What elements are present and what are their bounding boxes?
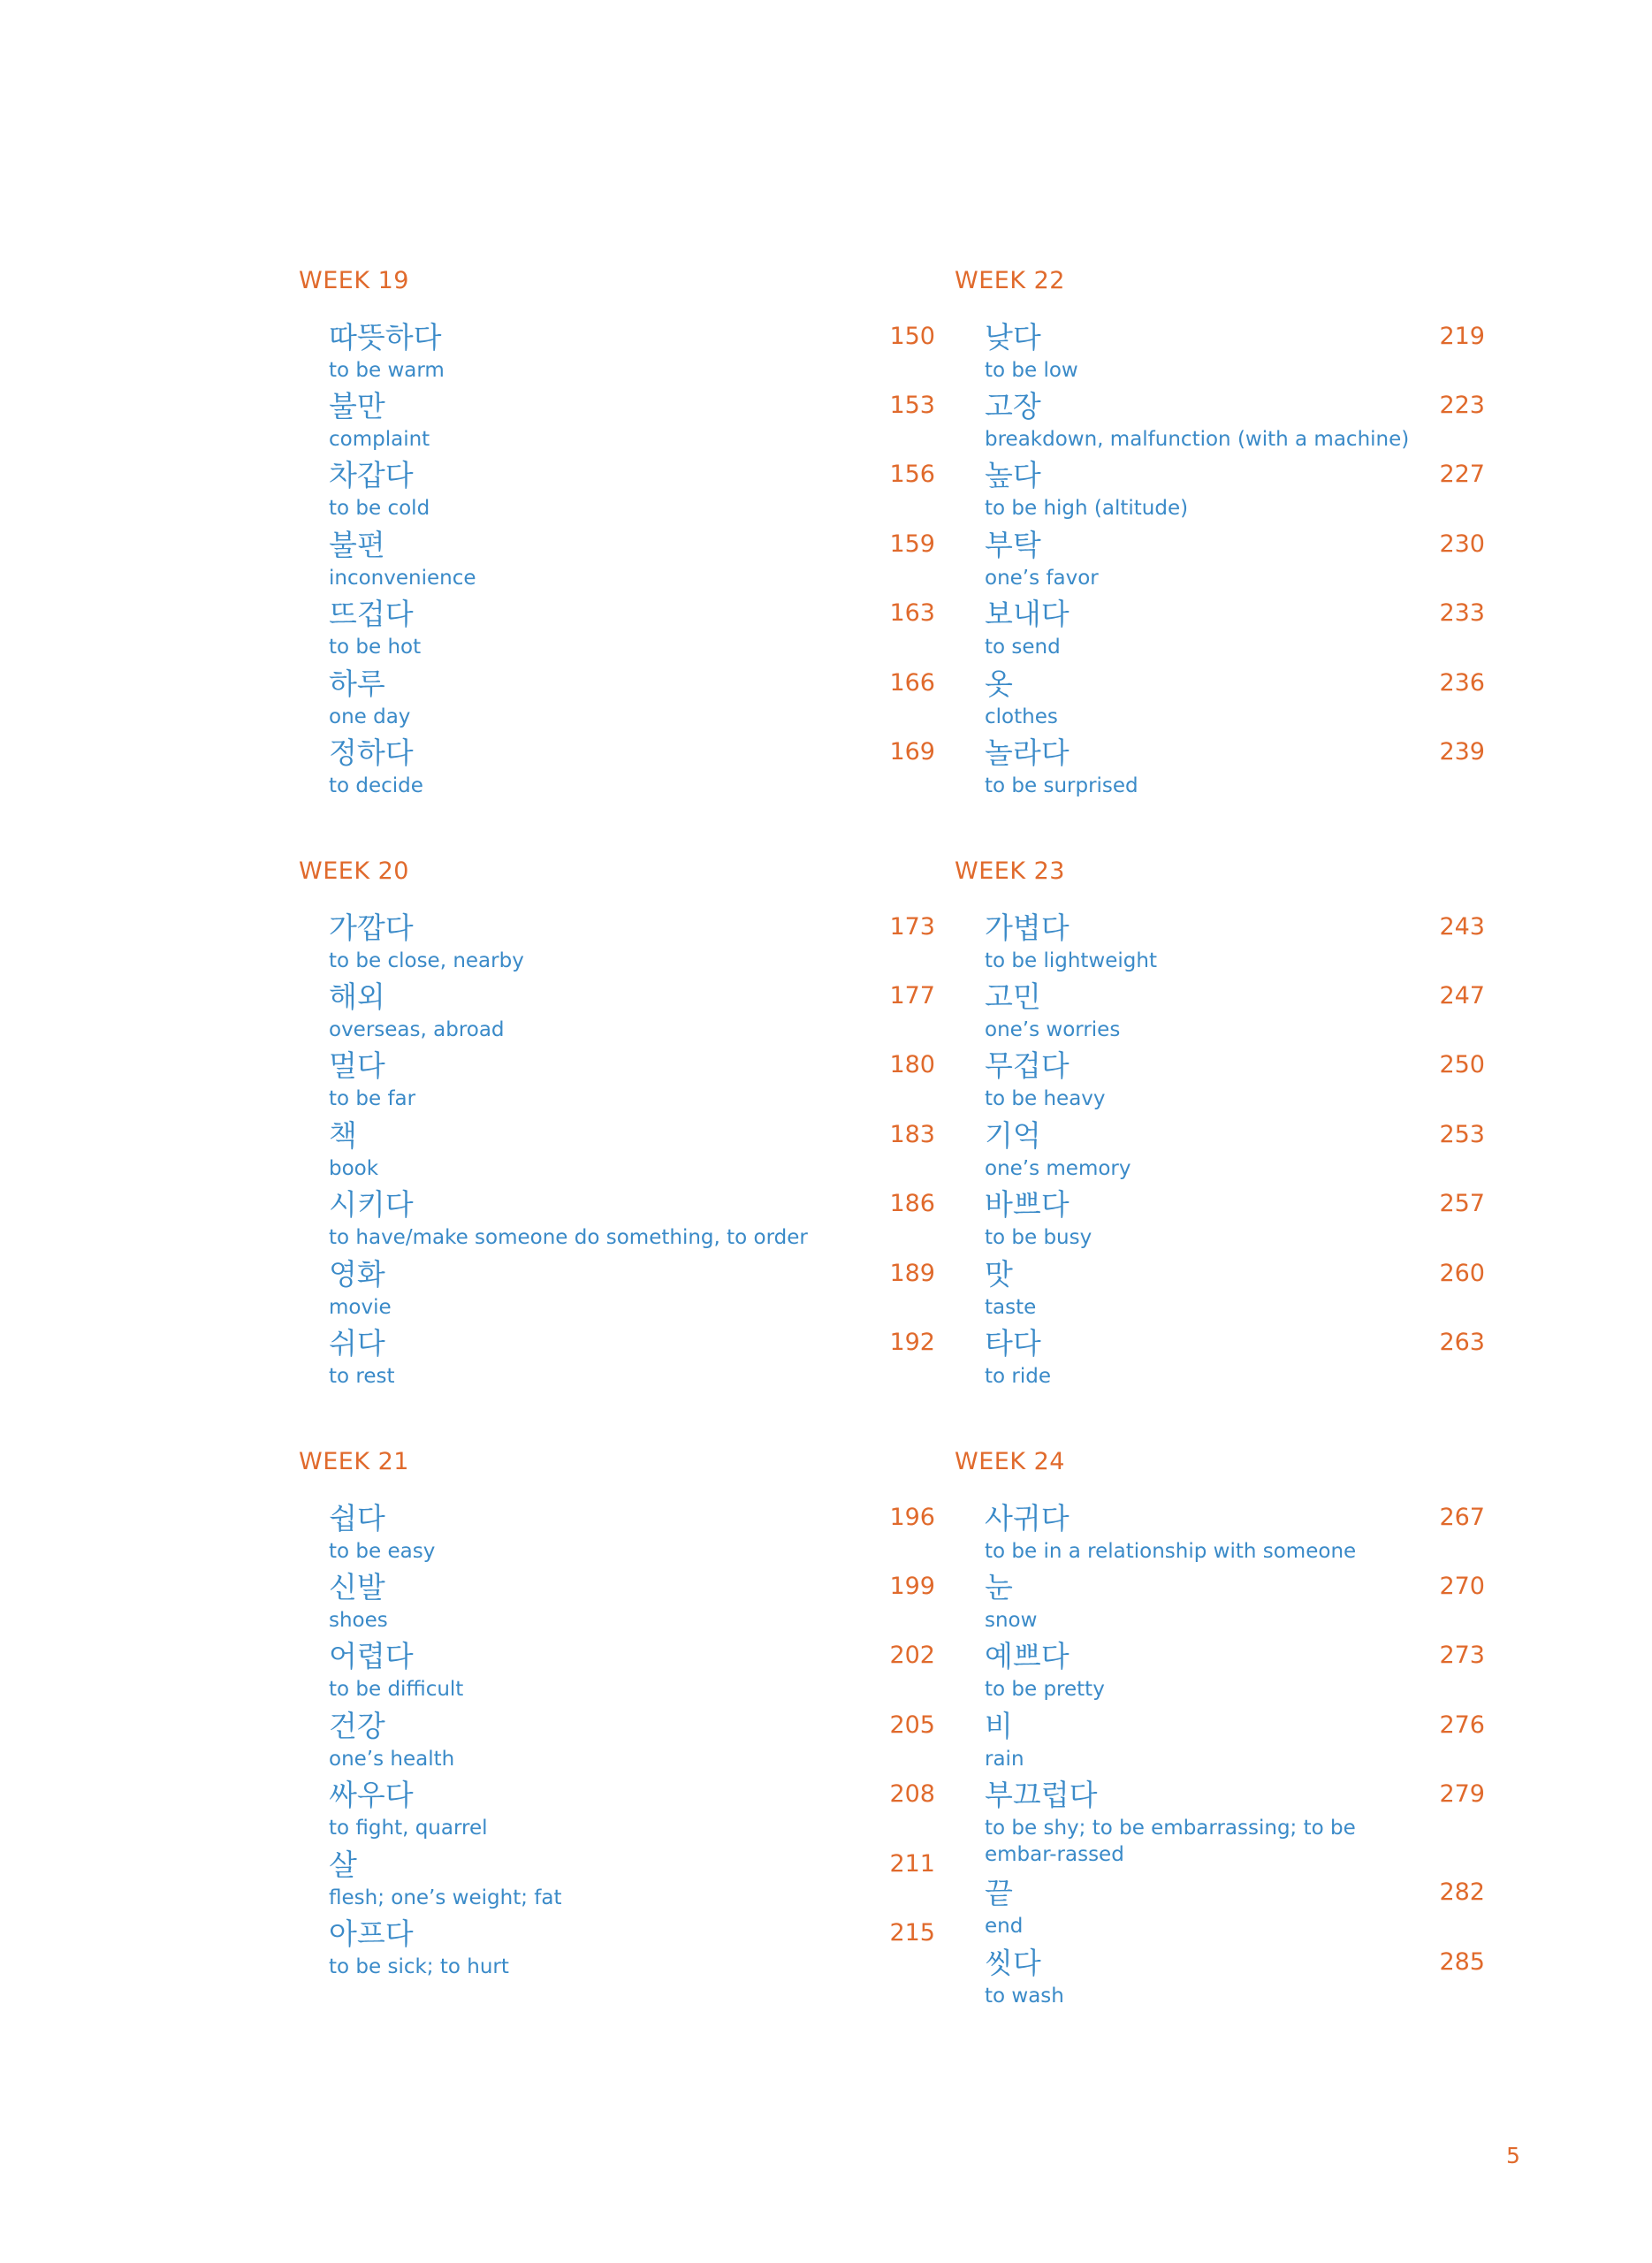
korean-word: 놀라다: [985, 735, 1070, 770]
english-gloss: one’s worries: [985, 1018, 1121, 1041]
vocab-entry[interactable]: [985, 667, 1485, 735]
korean-word: 높다: [985, 458, 1041, 492]
korean-word: 불편: [329, 528, 385, 562]
vocab-entry[interactable]: [985, 1639, 1485, 1708]
english-gloss: to be cold: [329, 497, 430, 520]
vocab-entry[interactable]: [985, 458, 1485, 527]
korean-word: 기억: [985, 1118, 1041, 1153]
korean-word: 사귀다: [985, 1501, 1070, 1535]
english-gloss: to be difficult: [329, 1678, 464, 1701]
vocab-entry[interactable]: [329, 1778, 935, 1847]
english-gloss: flesh; one’s weight; fat: [329, 1886, 562, 1909]
english-gloss: inconvenience: [329, 567, 476, 590]
korean-word: 신발: [329, 1570, 385, 1604]
english-gloss: one’s health: [329, 1748, 455, 1771]
page-number: 211: [889, 1850, 935, 1878]
page-number: 267: [1439, 1504, 1485, 1531]
english-gloss: movie: [329, 1296, 392, 1319]
vocab-entry[interactable]: [329, 1118, 935, 1187]
english-gloss: to send: [985, 636, 1061, 659]
page-number: 192: [889, 1329, 935, 1356]
korean-word: 어렵다: [329, 1639, 414, 1673]
korean-word: 해외: [329, 979, 385, 1014]
korean-word: 끝: [985, 1876, 1013, 1910]
vocab-entry[interactable]: [985, 1118, 1485, 1187]
english-gloss: to fight, quarrel: [329, 1817, 488, 1840]
vocab-entry[interactable]: [329, 320, 935, 389]
page-number: 239: [1439, 738, 1485, 766]
vocab-entry[interactable]: [329, 1709, 935, 1778]
page-number: 219: [1439, 323, 1485, 350]
vocab-entry[interactable]: [985, 1946, 1485, 2015]
page-number: 236: [1439, 669, 1485, 697]
vocab-entry[interactable]: [329, 1048, 935, 1117]
page-number: 223: [1439, 392, 1485, 419]
vocab-entry[interactable]: [985, 1501, 1485, 1570]
korean-word: 가깝다: [329, 911, 414, 945]
english-gloss: to rest: [329, 1365, 395, 1388]
page-number: 270: [1439, 1573, 1485, 1600]
week-title: WEEK 20: [299, 857, 409, 885]
korean-word: 바쁘다: [985, 1187, 1070, 1222]
vocab-entry[interactable]: [985, 1876, 1485, 1945]
page-number: 202: [889, 1642, 935, 1669]
english-gloss: to be pretty: [985, 1678, 1105, 1701]
korean-word: 씻다: [985, 1946, 1041, 1980]
english-gloss: book: [329, 1157, 379, 1180]
page-number: 205: [889, 1711, 935, 1739]
korean-word: 싸우다: [329, 1778, 414, 1812]
page-number: 227: [1439, 461, 1485, 488]
page-number: 273: [1439, 1642, 1485, 1669]
english-gloss: snow: [985, 1609, 1038, 1632]
page-number: 253: [1439, 1121, 1485, 1148]
page-number: 186: [889, 1190, 935, 1217]
korean-word: 따뜻하다: [329, 320, 442, 354]
korean-word: 정하다: [329, 735, 414, 770]
page-folio: 5: [1506, 2143, 1520, 2168]
vocab-entry[interactable]: [329, 979, 935, 1048]
korean-word: 타다: [985, 1326, 1041, 1360]
vocab-entry[interactable]: [985, 1257, 1485, 1326]
vocab-entry[interactable]: [985, 597, 1485, 666]
korean-word: 눈: [985, 1570, 1013, 1604]
page-number: 199: [889, 1573, 935, 1600]
page-number: 276: [1439, 1711, 1485, 1739]
page-number: 156: [889, 461, 935, 488]
page-number: 180: [889, 1051, 935, 1078]
page-number: 247: [1439, 982, 1485, 1010]
korean-word: 건강: [329, 1709, 385, 1743]
korean-word: 불만: [329, 389, 385, 423]
vocab-entry[interactable]: [329, 1570, 935, 1639]
page-number: 243: [1439, 913, 1485, 941]
english-gloss: to be easy: [329, 1540, 436, 1563]
page-number: 233: [1439, 599, 1485, 627]
english-gloss: to be hot: [329, 636, 422, 659]
english-gloss: one day: [329, 705, 411, 728]
vocab-entry[interactable]: [985, 389, 1485, 458]
week-title: WEEK 21: [299, 1448, 409, 1475]
page-number: 159: [889, 530, 935, 558]
english-gloss: to have/make someone do something, to order: [329, 1226, 808, 1249]
english-gloss: to be low: [985, 359, 1078, 382]
vocab-entry[interactable]: [985, 911, 1485, 979]
page-number: 153: [889, 392, 935, 419]
english-gloss: to be warm: [329, 359, 445, 382]
korean-word: 맛: [985, 1257, 1013, 1292]
vocab-entry[interactable]: [329, 1187, 935, 1256]
week-title: WEEK 23: [955, 857, 1065, 885]
vocab-entry[interactable]: [985, 1709, 1485, 1778]
korean-word: 비: [985, 1709, 1013, 1743]
english-gloss: to be far: [329, 1087, 416, 1110]
vocab-entry[interactable]: [329, 597, 935, 666]
english-gloss: taste: [985, 1296, 1037, 1319]
korean-word: 가볍다: [985, 911, 1070, 945]
english-gloss: end: [985, 1915, 1024, 1938]
week-title: WEEK 24: [955, 1448, 1065, 1475]
korean-word: 고민: [985, 979, 1041, 1014]
english-gloss: one’s favor: [985, 567, 1099, 590]
vocab-entry[interactable]: [329, 1326, 935, 1395]
korean-word: 예쁘다: [985, 1639, 1070, 1673]
page-number: 169: [889, 738, 935, 766]
english-gloss: complaint: [329, 428, 430, 451]
korean-word: 쉬다: [329, 1326, 385, 1360]
page-number: 208: [889, 1780, 935, 1808]
vocab-entry[interactable]: [329, 735, 935, 804]
korean-word: 고장: [985, 389, 1041, 423]
vocab-entry[interactable]: [985, 1187, 1485, 1256]
english-gloss: to be shy; to be embarrassing; to be embar-rassed: [985, 1817, 1356, 1866]
korean-word: 하루: [329, 667, 385, 701]
page-number: 189: [889, 1260, 935, 1287]
vocab-entry[interactable]: [329, 667, 935, 735]
week-title: WEEK 22: [955, 267, 1065, 294]
page-number: 263: [1439, 1329, 1485, 1356]
vocab-entry[interactable]: [329, 1257, 935, 1326]
page-number: 173: [889, 913, 935, 941]
korean-word: 책: [329, 1118, 357, 1153]
page-number: 250: [1439, 1051, 1485, 1078]
english-gloss: to be busy: [985, 1226, 1092, 1249]
korean-word: 영화: [329, 1257, 385, 1292]
page-number: 257: [1439, 1190, 1485, 1217]
english-gloss: to be in a relationship with someone: [985, 1540, 1357, 1563]
vocab-entry[interactable]: [985, 320, 1485, 389]
korean-word: 쉽다: [329, 1501, 385, 1535]
vocab-entry[interactable]: [985, 1778, 1485, 1866]
page-number: 196: [889, 1504, 935, 1531]
english-gloss: shoes: [329, 1609, 388, 1632]
english-gloss: to be lightweight: [985, 949, 1157, 972]
korean-word: 멀다: [329, 1048, 385, 1083]
english-gloss: rain: [985, 1748, 1024, 1771]
page-number: 150: [889, 323, 935, 350]
vocab-entry[interactable]: [985, 1048, 1485, 1117]
vocab-entry[interactable]: [985, 1570, 1485, 1639]
korean-word: 시키다: [329, 1187, 414, 1222]
english-gloss: to be surprised: [985, 774, 1138, 797]
page-number: 183: [889, 1121, 935, 1148]
english-gloss: one’s memory: [985, 1157, 1131, 1180]
korean-word: 살: [329, 1848, 357, 1882]
vocab-entry[interactable]: [329, 528, 935, 597]
english-gloss: clothes: [985, 705, 1058, 728]
vocab-entry[interactable]: [329, 911, 935, 979]
page-number: 285: [1439, 1948, 1485, 1976]
english-gloss: to be high (altitude): [985, 497, 1189, 520]
vocab-entry[interactable]: [329, 1916, 935, 1985]
english-gloss: to be sick; to hurt: [329, 1955, 509, 1978]
english-gloss: to wash: [985, 1985, 1064, 2008]
page-number: 215: [889, 1919, 935, 1947]
english-gloss: to decide: [329, 774, 423, 797]
page-number: 166: [889, 669, 935, 697]
vocab-entry[interactable]: [329, 389, 935, 458]
english-gloss: to ride: [985, 1365, 1051, 1388]
page-number: 177: [889, 982, 935, 1010]
week-title: WEEK 19: [299, 267, 409, 294]
english-gloss: breakdown, malfunction (with a machine): [985, 428, 1410, 451]
korean-word: 낮다: [985, 320, 1041, 354]
page-number: 163: [889, 599, 935, 627]
korean-word: 옷: [985, 667, 1013, 701]
vocab-entry[interactable]: [985, 979, 1485, 1048]
english-gloss: overseas, abroad: [329, 1018, 505, 1041]
korean-word: 부끄럽다: [985, 1778, 1098, 1812]
korean-word: 보내다: [985, 597, 1070, 631]
vocab-entry[interactable]: [329, 1501, 935, 1570]
english-gloss: to be close, nearby: [329, 949, 524, 972]
korean-word: 뜨겁다: [329, 597, 414, 631]
vocab-entry[interactable]: [329, 1639, 935, 1708]
vocab-entry[interactable]: [329, 1848, 935, 1916]
page-number: 230: [1439, 530, 1485, 558]
page-number: 279: [1439, 1780, 1485, 1808]
korean-word: 무겁다: [985, 1048, 1070, 1083]
page-number: 260: [1439, 1260, 1485, 1287]
page-number: 282: [1439, 1878, 1485, 1906]
vocab-entry[interactable]: [329, 458, 935, 527]
korean-word: 부탁: [985, 528, 1041, 562]
vocab-entry[interactable]: [985, 528, 1485, 597]
vocab-entry[interactable]: [985, 735, 1485, 804]
korean-word: 차갑다: [329, 458, 414, 492]
english-gloss: to be heavy: [985, 1087, 1106, 1110]
vocab-entry[interactable]: [985, 1326, 1485, 1395]
korean-word: 아프다: [329, 1916, 414, 1951]
